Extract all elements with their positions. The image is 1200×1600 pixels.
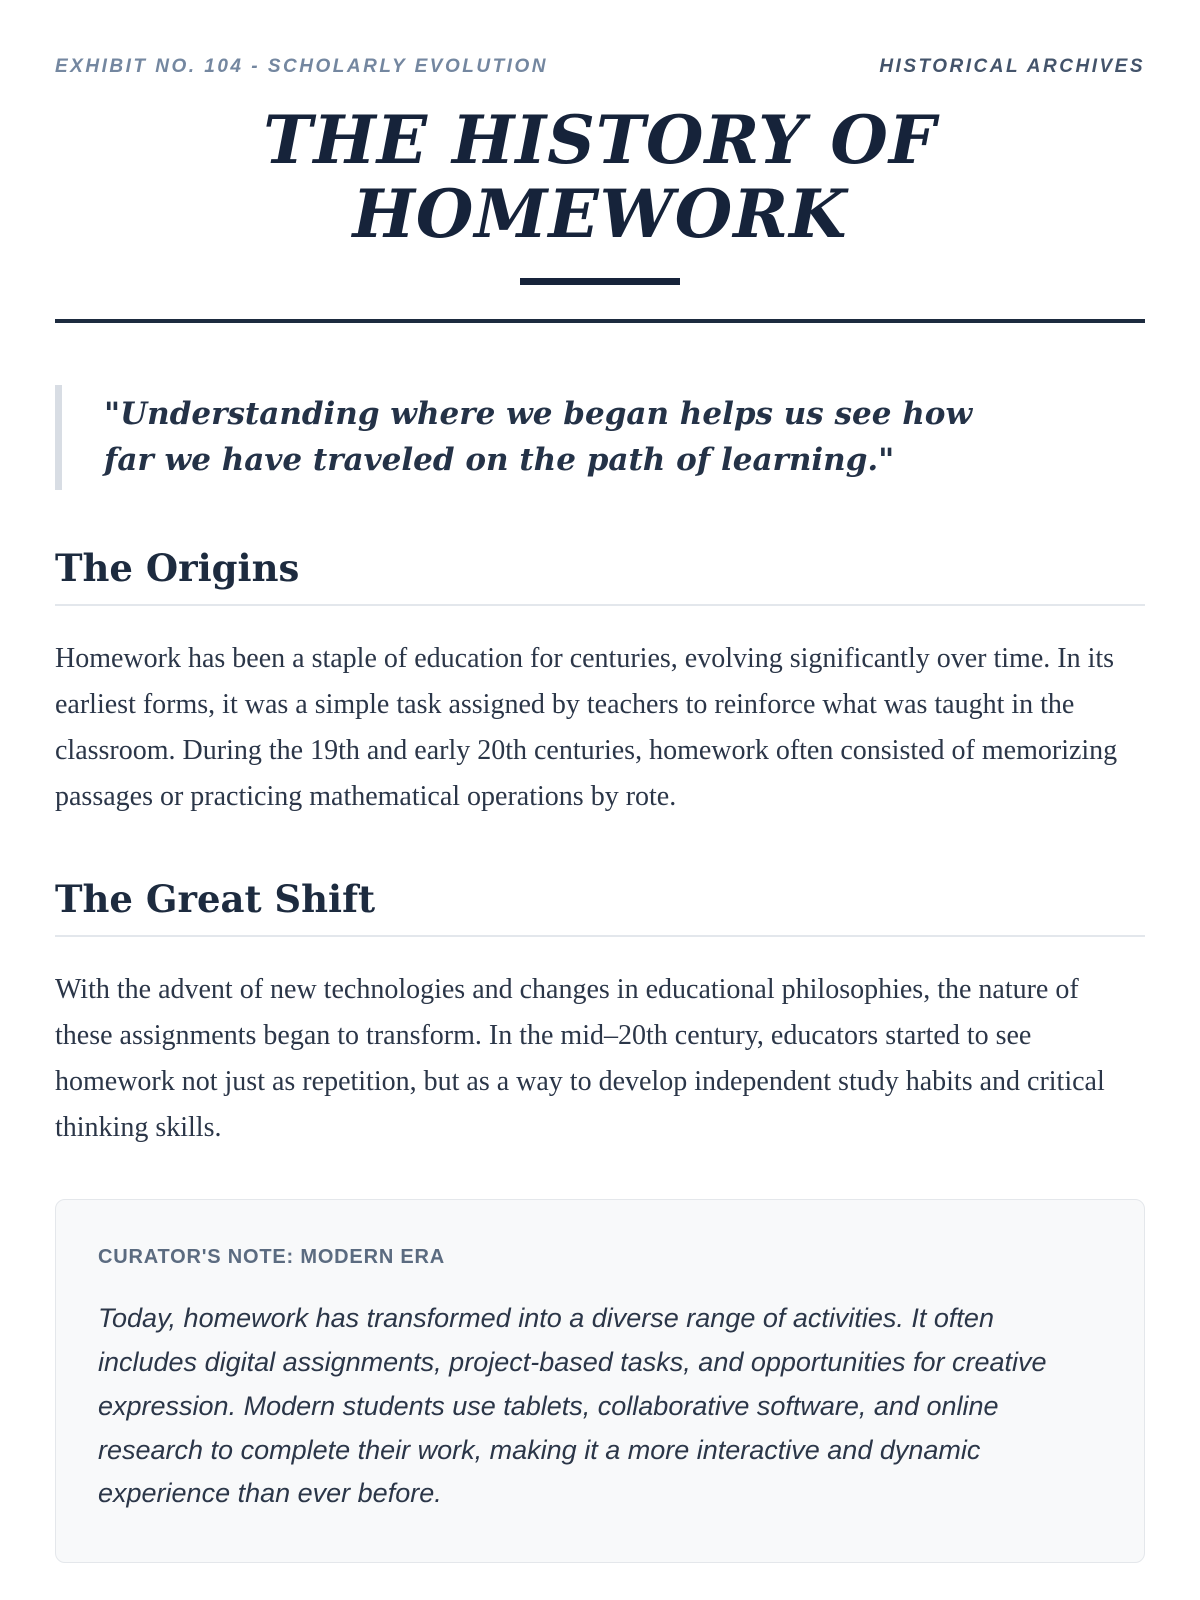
- curator-note-label: CURATOR'S NOTE: MODERN ERA: [98, 1246, 446, 1269]
- section-great-shift: [55, 877, 1145, 1152]
- horizontal-divider: [55, 319, 1145, 323]
- section-origins: [55, 546, 1145, 821]
- section-heading-origins: The Origins: [55, 546, 1145, 606]
- section-heading-great-shift: The Great Shift: [55, 877, 1145, 937]
- page-title: THE HISTORY OF HOMEWORK: [263, 101, 937, 253]
- pull-quote: "Understanding where we began helps us see how far we have traveled on the path of learning.": [55, 385, 1075, 490]
- curator-note-card: [55, 1199, 1145, 1563]
- curator-note-body: Today, homework has transformed into a diverse range of activities. It often includes digital assignments, project-based tasks, and opportunities for creative expression. Modern students use tablets, collaborative software, and online research to complete their work, making it a more interactive and dynamic experience than ever before.: [98, 1303, 1047, 1509]
- section-body-great-shift: With the advent of new technologies and changes in educational philosophies, the nature of these assignments began to transform. In the mid–20th century, educators started to see homework not just as repetition, but as a way to develop independent study habits and critical thinking skills.: [55, 973, 1105, 1144]
- header-row: [55, 56, 1145, 78]
- exhibit-number-label: EXHIBIT NO. 104 - SCHOLARLY EVOLUTION: [55, 56, 548, 77]
- title-underline: [520, 278, 680, 285]
- section-body-origins: Homework has been a staple of education for centuries, evolving significantly over time. In its earliest forms, it was a simple task assigned by teachers to reinforce what was taught in the classroom. During the 19th and early 20th centuries, homework often consisted of memorizing passages or practicing mathematical operations by rote.: [55, 642, 1118, 813]
- historical-archives-label: HISTORICAL ARCHIVES: [879, 56, 1145, 77]
